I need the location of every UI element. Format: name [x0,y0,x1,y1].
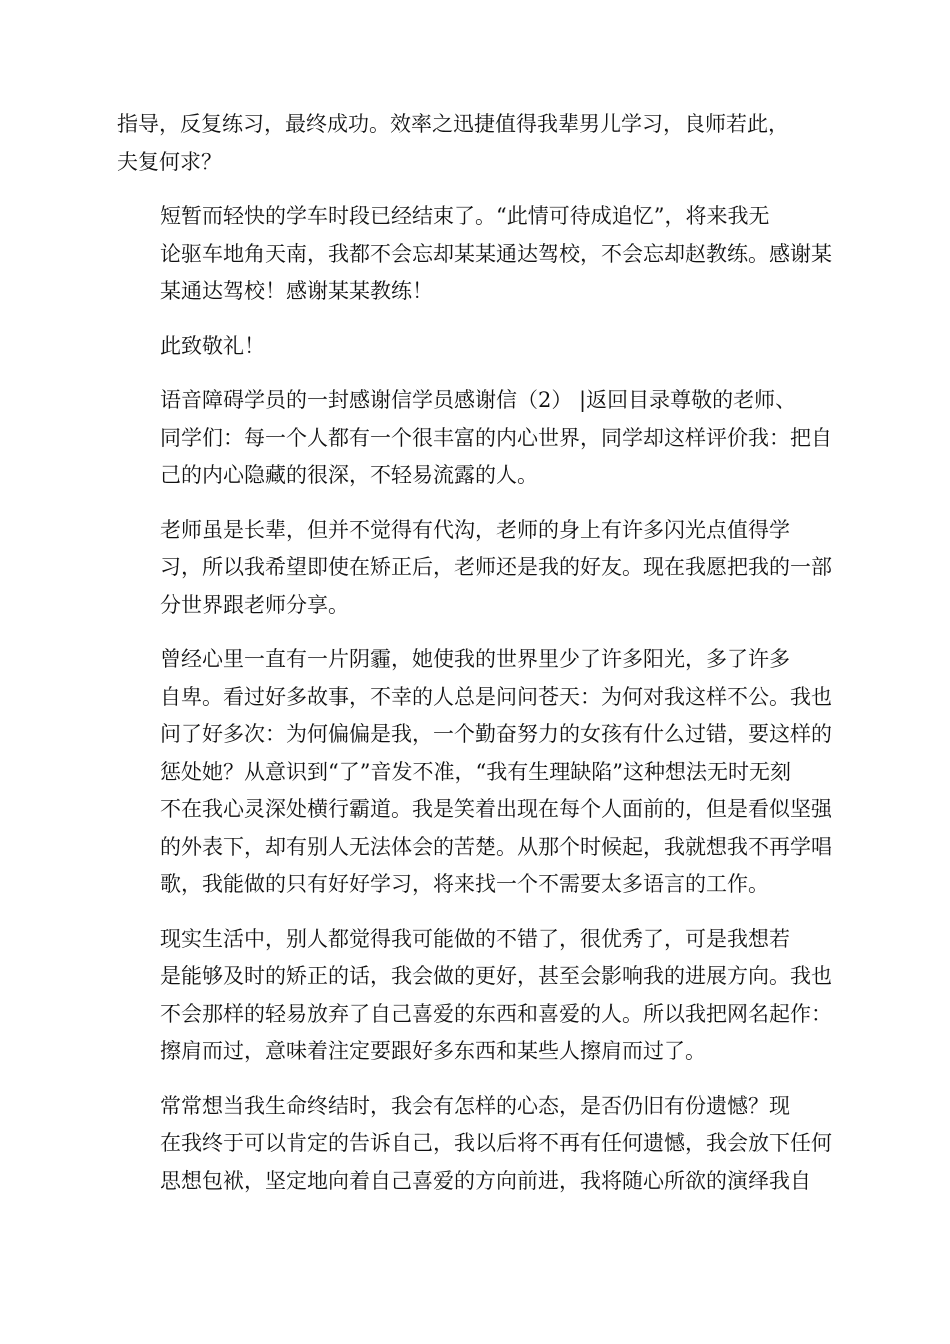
text-line: 分世界跟老师分享。 [160,592,349,617]
text-line: 同学们：每一个人都有一个很丰富的内心世界，同学却这样评价我：把自 [160,425,832,450]
text-line: 语音障碍学员的一封感谢信学员感谢信（2） |返回目录尊敬的老师、 [160,388,797,412]
text-line: 擦肩而过，意味着注定要跟好多东西和某些人擦肩而过了。 [160,1039,706,1063]
text-line: 论驱车地角天南，我都不会忘却某某通达驾校，不会忘却赵教练。感谢某 [160,241,832,266]
text-line: 指导，反复练习，最终成功。效率之迅捷值得我辈男儿学习，良师若此， [117,112,789,136]
paragraph-7 [117,921,839,1071]
text-line: 是能够及时的矫正的话，我会做的更好，甚至会影响我的进展方向。我也 [160,964,832,988]
paragraph-3 [117,328,839,366]
text-line: 不会那样的轻易放弃了自己喜爱的东西和喜爱的人。所以我把网名起作： [160,1001,832,1026]
text-line: 己的内心隐藏的很深，不轻易流露的人。 [160,463,538,487]
text-line: 自卑。看过好多故事，不幸的人总是问问苍天：为何对我这样不公。我也 [160,684,832,709]
paragraph-2 [117,198,839,311]
paragraph-6 [117,641,839,904]
text-line: 在我终于可以肯定的告诉自己，我以后将不再有任何遗憾，我会放下任何 [160,1131,832,1155]
text-line: 曾经心里一直有一片阴霾，她使我的世界里少了许多阳光，多了许多 [160,647,790,671]
paragraph-5 [117,512,839,625]
text-line: 常常想当我生命终结时，我会有怎样的心态，是否仍旧有份遗憾？现 [160,1093,790,1118]
text-line: 思想包袱，坚定地向着自己喜爱的方向前进，我将随心所欲的演绎我自 [160,1168,811,1193]
text-line: 老师虽是长辈，但并不觉得有代沟，老师的身上有许多闪光点值得学 [160,517,790,542]
text-line: 现实生活中，别人都觉得我可能做的不错了，很优秀了，可是我想若 [160,926,790,951]
text-line: 不在我心灵深处横行霸道。我是笑着出现在每个人面前的，但是看似坚强 [160,797,832,821]
text-line: 某通达驾校！感谢某某教练！ [160,279,433,303]
paragraph-4 [117,382,839,495]
text-line: 问了好多次：为何偏偏是我，一个勤奋努力的女孩有什么过错，要这样的 [160,722,832,746]
paragraph-8 [117,1088,839,1201]
document-body [117,106,839,1217]
paragraph-1 [117,106,839,181]
text-line: 夫复何求？ [117,149,222,174]
text-line: 此致敬礼！ [160,333,265,358]
text-line: 习，所以我希望即使在矫正后，老师还是我的好友。现在我愿把我的一部 [160,555,832,579]
text-line: 惩处她？从意识到“了”音发不准，“我有生理缺陷”这种想法无时无刻 [160,759,791,784]
text-line: 歌，我能做的只有好好学习，将来找一个不需要太多语言的工作。 [160,872,769,896]
text-line: 短暂而轻快的学车时段已经结束了。“此情可待成追忆”，将来我无 [160,204,770,228]
text-line: 的外表下，却有别人无法体会的苦楚。从那个时候起，我就想我不再学唱 [160,834,832,859]
